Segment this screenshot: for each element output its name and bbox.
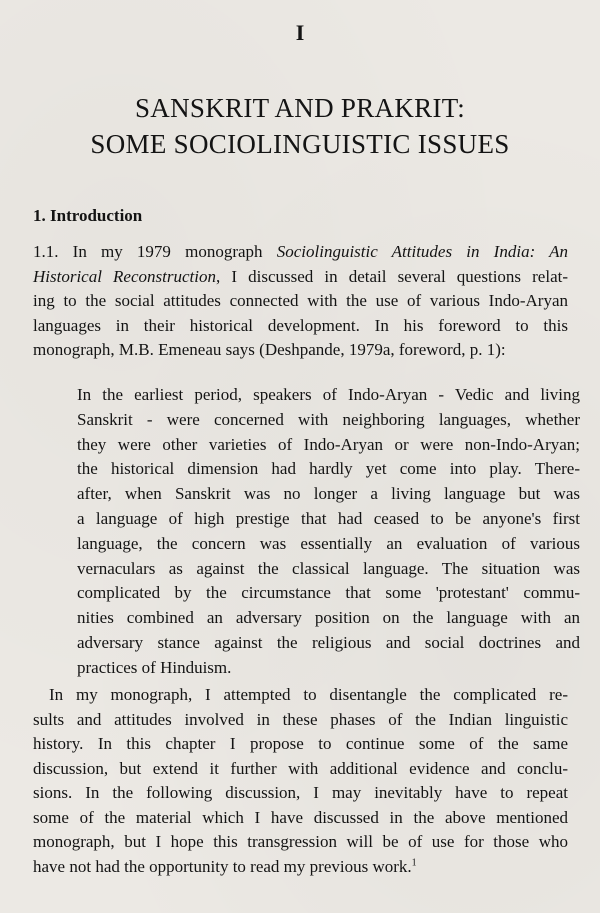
chapter-number: I [295,20,305,45]
section-heading: 1. Introduction [33,206,143,225]
quote-line: practices of Hinduism. [77,657,232,677]
paragraph-line: discussion, but extend it further with additional evidence and conclu- [33,758,568,778]
quote-line: vernaculars as against the classical language. The situation was [77,558,580,578]
paragraph-line: ing to the social attitudes connected with the use of various Indo-Aryan [33,291,568,310]
paragraph-line: 1.1. In my 1979 monograph Sociolinguistic Attitudes in India: An [33,242,568,261]
chapter-title [0,90,600,162]
block-quote [77,383,580,681]
quote-line: language, the concern was essentially an evaluation of various [77,533,580,553]
paragraph-line: sults and attitudes involved in these phases of the Indian linguistic [33,709,568,729]
paragraph-line: languages in their historical development. In his foreword to this [33,315,568,335]
paragraph-line: monograph, M.B. Emeneau says (Deshpande, 1979a, foreword, p. 1): [33,340,506,359]
paragraph-line: In my monograph, I attempted to disentangle the complicated re- [49,685,568,704]
quote-line: In the earliest period, speakers of Indo-Aryan - Vedic and living [77,385,580,404]
paragraph-line: monograph, but I hope this transgression will be of use for those who [33,832,568,851]
paragraph-line: history. In this chapter I propose to continue some of the same [33,734,568,753]
paragraph-line: some of the material which I have discussed in the above mentioned [33,807,568,827]
chapter-title-line-2: SOME SOCIOLINGUISTIC ISSUES [90,129,510,159]
quote-line: Sanskrit - were concerned with neighboring languages, whether [77,409,580,429]
paragraph-1 [33,240,568,363]
quote-line: the historical dimension had hardly yet come into play. There- [77,459,580,479]
quote-line: a language of high prestige that had ceased to be anyone's first [77,508,580,528]
quote-line: complicated by the circumstance that some 'protestant' commu- [77,583,580,603]
paragraph-line: have not had the opportunity to read my previous work.$^1$ [33,856,417,876]
quote-line: nities combined an adversary position on the language with an [77,608,580,628]
quote-line: adversary stance against the religious and social doctrines and [77,632,580,652]
quote-line: they were other varieties of Indo-Aryan or were non-Indo-Aryan; [77,434,580,454]
paragraph-line: Historical Reconstruction, I discussed in detail several questions relat- [33,266,568,286]
paragraph-2 [33,683,568,879]
paragraph-line: sions. In the following discussion, I may inevitably have to repeat [33,783,568,802]
quote-line: after, when Sanskrit was no longer a living language but was [77,484,580,504]
footnote-marker[interactable]: 1 [411,856,417,868]
chapter-title-line-1: SANSKRIT AND PRAKRIT: [134,93,465,123]
